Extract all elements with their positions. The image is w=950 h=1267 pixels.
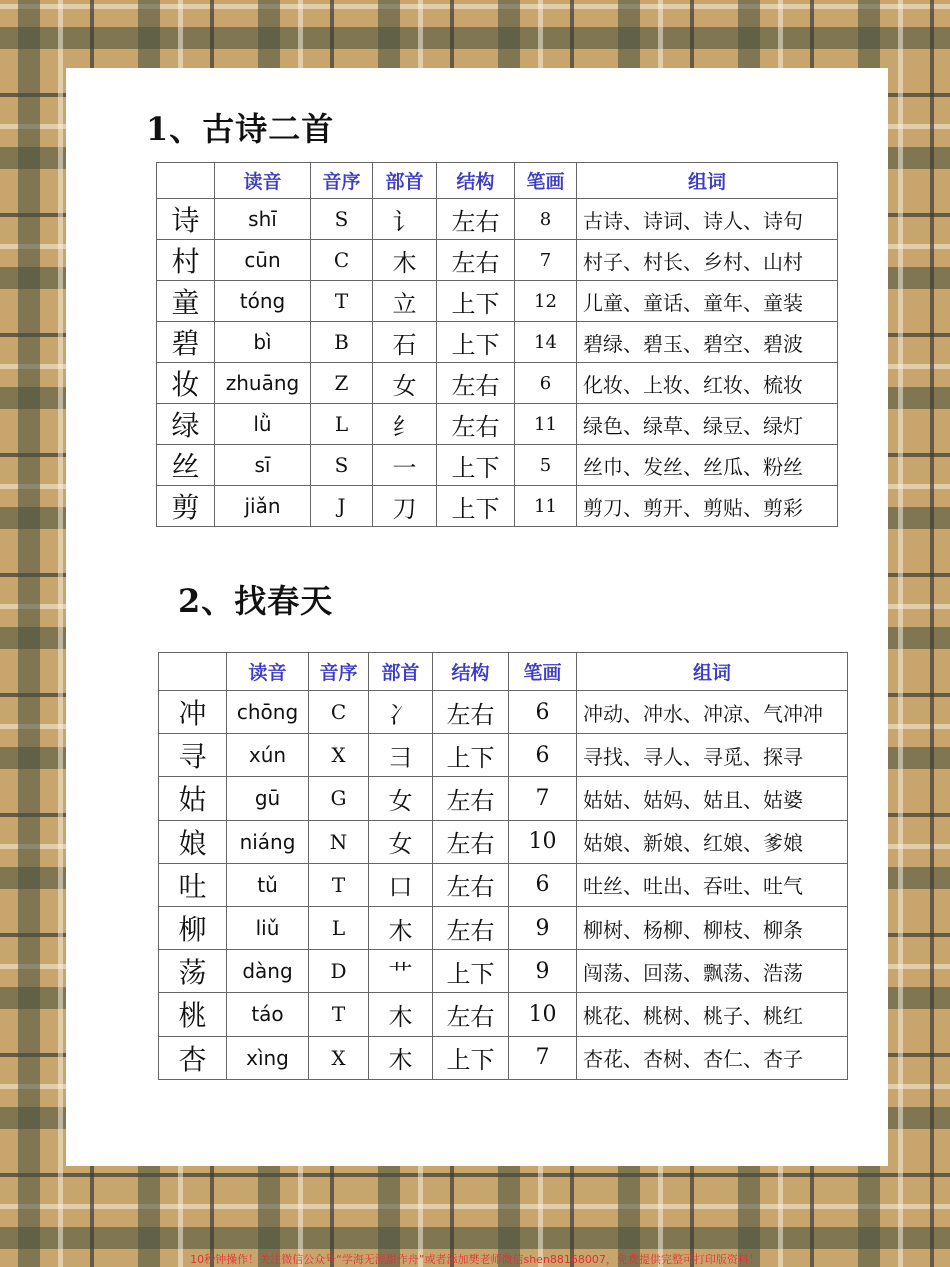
- char-cell: 童: [157, 281, 215, 322]
- structure-cell: 左右: [433, 820, 509, 863]
- char-cell: 绿: [157, 404, 215, 445]
- table-row: [157, 240, 838, 281]
- words-cell: 柳树、杨柳、柳枝、柳条: [577, 906, 848, 949]
- structure-cell: 上下: [437, 445, 515, 486]
- structure-cell: 上下: [437, 281, 515, 322]
- table-row: [157, 404, 838, 445]
- letter-cell: G: [309, 777, 369, 820]
- pinyin-cell: chōng: [227, 691, 309, 734]
- radical-cell: 女: [373, 363, 437, 404]
- structure-cell: 上下: [437, 322, 515, 363]
- header-words: 组词: [577, 653, 848, 691]
- strokes-cell: 5: [515, 445, 577, 486]
- structure-cell: 左右: [433, 863, 509, 906]
- char-cell: 诗: [157, 199, 215, 240]
- words-cell: 剪刀、剪开、剪贴、剪彩: [577, 486, 838, 527]
- char-cell: 村: [157, 240, 215, 281]
- words-cell: 化妆、上妆、红妆、梳妆: [577, 363, 838, 404]
- letter-cell: N: [309, 820, 369, 863]
- pinyin-cell: zhuāng: [215, 363, 311, 404]
- strokes-cell: 7: [509, 777, 577, 820]
- table-row: [159, 734, 848, 777]
- header-radical: 部首: [369, 653, 433, 691]
- letter-cell: Z: [311, 363, 373, 404]
- strokes-cell: 10: [509, 820, 577, 863]
- pinyin-cell: tóng: [215, 281, 311, 322]
- structure-cell: 上下: [433, 950, 509, 993]
- strokes-cell: 14: [515, 322, 577, 363]
- radical-cell: 彐: [369, 734, 433, 777]
- pinyin-cell: shī: [215, 199, 311, 240]
- char-cell: 荡: [159, 950, 227, 993]
- words-cell: 古诗、诗词、诗人、诗句: [577, 199, 838, 240]
- pinyin-cell: sī: [215, 445, 311, 486]
- structure-cell: 上下: [437, 486, 515, 527]
- table-row: [157, 281, 838, 322]
- radical-cell: 刀: [373, 486, 437, 527]
- char-cell: 丝: [157, 445, 215, 486]
- strokes-cell: 12: [515, 281, 577, 322]
- strokes-cell: 6: [509, 734, 577, 777]
- section-title-2: 2、找春天: [178, 582, 334, 620]
- char-cell: 冲: [159, 691, 227, 734]
- words-cell: 闯荡、回荡、飘荡、浩荡: [577, 950, 848, 993]
- header-blank: [157, 163, 215, 199]
- letter-cell: C: [309, 691, 369, 734]
- words-cell: 桃花、桃树、桃子、桃红: [577, 993, 848, 1036]
- structure-cell: 上下: [433, 1036, 509, 1079]
- table-row: [157, 486, 838, 527]
- char-cell: 姑: [159, 777, 227, 820]
- strokes-cell: 9: [509, 950, 577, 993]
- letter-cell: L: [311, 404, 373, 445]
- table-row: [157, 445, 838, 486]
- char-cell: 剪: [157, 486, 215, 527]
- vocab-table-1: [156, 162, 838, 527]
- char-cell: 柳: [159, 906, 227, 949]
- radical-cell: 立: [373, 281, 437, 322]
- strokes-cell: 11: [515, 486, 577, 527]
- letter-cell: S: [311, 199, 373, 240]
- table-header-row: [157, 163, 838, 199]
- pinyin-cell: táo: [227, 993, 309, 1036]
- radical-cell: 木: [369, 993, 433, 1036]
- table-row: [159, 777, 848, 820]
- pinyin-cell: liǔ: [227, 906, 309, 949]
- char-cell: 寻: [159, 734, 227, 777]
- letter-cell: J: [311, 486, 373, 527]
- radical-cell: 口: [369, 863, 433, 906]
- radical-cell: 纟: [373, 404, 437, 445]
- words-cell: 儿童、童话、童年、童装: [577, 281, 838, 322]
- structure-cell: 左右: [437, 240, 515, 281]
- pinyin-cell: bì: [215, 322, 311, 363]
- table-row: [159, 691, 848, 734]
- letter-cell: T: [311, 281, 373, 322]
- char-cell: 娘: [159, 820, 227, 863]
- structure-cell: 左右: [433, 993, 509, 1036]
- letter-cell: S: [311, 445, 373, 486]
- char-cell: 碧: [157, 322, 215, 363]
- pinyin-cell: niáng: [227, 820, 309, 863]
- table-row: [157, 363, 838, 404]
- worksheet-card: [66, 68, 888, 1166]
- header-pinyin: 读音: [227, 653, 309, 691]
- header-strokes: 笔画: [509, 653, 577, 691]
- letter-cell: T: [309, 863, 369, 906]
- pinyin-cell: dàng: [227, 950, 309, 993]
- strokes-cell: 7: [509, 1036, 577, 1079]
- letter-cell: T: [309, 993, 369, 1036]
- header-strokes: 笔画: [515, 163, 577, 199]
- table-row: [159, 906, 848, 949]
- radical-cell: 女: [369, 820, 433, 863]
- strokes-cell: 7: [515, 240, 577, 281]
- pinyin-cell: tǔ: [227, 863, 309, 906]
- vocab-table-2: [158, 652, 848, 1080]
- letter-cell: X: [309, 734, 369, 777]
- footer-note: 10秒钟操作！关注微信公众号“学海无涯甜作舟”或者添加樊老师微信shen88168007，免费提供完整可打印版资料！: [190, 1253, 760, 1266]
- table-row: [157, 199, 838, 240]
- table-row: [159, 950, 848, 993]
- char-cell: 吐: [159, 863, 227, 906]
- header-blank: [159, 653, 227, 691]
- letter-cell: B: [311, 322, 373, 363]
- structure-cell: 左右: [437, 363, 515, 404]
- words-cell: 姑姑、姑妈、姑且、姑婆: [577, 777, 848, 820]
- pinyin-cell: lǜ: [215, 404, 311, 445]
- char-cell: 杏: [159, 1036, 227, 1079]
- radical-cell: 女: [369, 777, 433, 820]
- structure-cell: 左右: [433, 691, 509, 734]
- table-row: [159, 820, 848, 863]
- structure-cell: 左右: [433, 906, 509, 949]
- strokes-cell: 10: [509, 993, 577, 1036]
- radical-cell: 冫: [369, 691, 433, 734]
- structure-cell: 左右: [437, 199, 515, 240]
- words-cell: 村子、村长、乡村、山村: [577, 240, 838, 281]
- char-cell: 妆: [157, 363, 215, 404]
- structure-cell: 上下: [433, 734, 509, 777]
- header-letter: 音序: [311, 163, 373, 199]
- strokes-cell: 6: [509, 863, 577, 906]
- letter-cell: D: [309, 950, 369, 993]
- header-structure: 结构: [433, 653, 509, 691]
- radical-cell: 木: [373, 240, 437, 281]
- pinyin-cell: jiǎn: [215, 486, 311, 527]
- radical-cell: 木: [369, 906, 433, 949]
- words-cell: 吐丝、吐出、吞吐、吐气: [577, 863, 848, 906]
- strokes-cell: 8: [515, 199, 577, 240]
- header-words: 组词: [577, 163, 838, 199]
- words-cell: 绿色、绿草、绿豆、绿灯: [577, 404, 838, 445]
- strokes-cell: 11: [515, 404, 577, 445]
- radical-cell: 艹: [369, 950, 433, 993]
- pinyin-cell: gū: [227, 777, 309, 820]
- structure-cell: 左右: [437, 404, 515, 445]
- header-radical: 部首: [373, 163, 437, 199]
- letter-cell: C: [311, 240, 373, 281]
- section-title-1: 1、古诗二首: [146, 110, 335, 148]
- words-cell: 姑娘、新娘、红娘、爹娘: [577, 820, 848, 863]
- char-cell: 桃: [159, 993, 227, 1036]
- words-cell: 碧绿、碧玉、碧空、碧波: [577, 322, 838, 363]
- table-row: [159, 863, 848, 906]
- radical-cell: 讠: [373, 199, 437, 240]
- strokes-cell: 9: [509, 906, 577, 949]
- letter-cell: L: [309, 906, 369, 949]
- pinyin-cell: xìng: [227, 1036, 309, 1079]
- radical-cell: 木: [369, 1036, 433, 1079]
- pinyin-cell: xún: [227, 734, 309, 777]
- header-pinyin: 读音: [215, 163, 311, 199]
- strokes-cell: 6: [515, 363, 577, 404]
- strokes-cell: 6: [509, 691, 577, 734]
- words-cell: 杏花、杏树、杏仁、杏子: [577, 1036, 848, 1079]
- letter-cell: X: [309, 1036, 369, 1079]
- header-structure: 结构: [437, 163, 515, 199]
- table-row: [157, 322, 838, 363]
- pinyin-cell: cūn: [215, 240, 311, 281]
- words-cell: 寻找、寻人、寻觅、探寻: [577, 734, 848, 777]
- radical-cell: 一: [373, 445, 437, 486]
- header-letter: 音序: [309, 653, 369, 691]
- structure-cell: 左右: [433, 777, 509, 820]
- table-header-row: [159, 653, 848, 691]
- radical-cell: 石: [373, 322, 437, 363]
- table-row: [159, 1036, 848, 1079]
- words-cell: 丝巾、发丝、丝瓜、粉丝: [577, 445, 838, 486]
- words-cell: 冲动、冲水、冲凉、气冲冲: [577, 691, 848, 734]
- table-row: [159, 993, 848, 1036]
